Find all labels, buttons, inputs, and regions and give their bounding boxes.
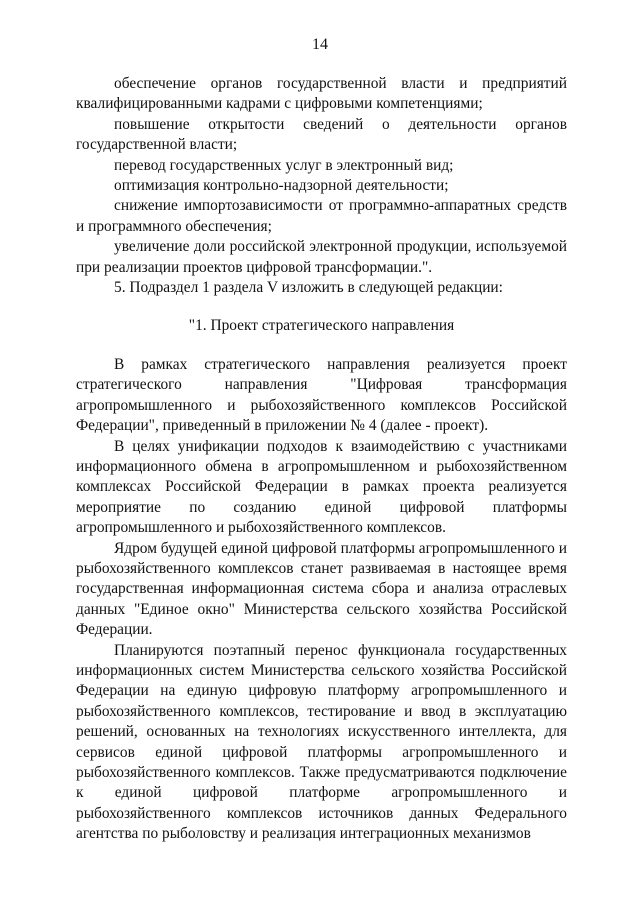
amendment-instruction: 5. Подраздел 1 раздела V изложить в следующей редакции: <box>114 279 503 297</box>
page-number: 14 <box>312 36 328 53</box>
list-item-e-services: перевод государственных услуг в электронный вид; <box>114 156 454 174</box>
section-paragraph: В рамках стратегического направления реализуется проект стратегического направления "Цифровая трансформация агропромышленного и рыбохозяйственного комплексов Российской Федерации", приведенный в приложении № 4 (далее - проект). <box>76 355 567 435</box>
document-body <box>76 74 567 845</box>
list-item-oversight: оптимизация контрольно-надзорной деятельности; <box>114 177 449 195</box>
section-paragraph: В целях унификации подходов к взаимодействию с участниками информационного обмена в агропромышленном и рыбохозяйственном комплексах Российской Федерации в рамках проекта реализуется мероприятие по созданию единой цифровой платформы агропромышленного и рыбохозяйственного комплексов. <box>76 437 567 537</box>
list-item-staff: обеспечение органов государственной власти и предприятий квалифицированными кадрами с цифровыми компетенциями; <box>76 75 567 113</box>
list-item-openness: повышение открытости сведений о деятельности органов государственной власти; <box>76 115 567 154</box>
section-paragraph: Планируются поэтапный перенос функционала государственных информационных систем Министерства сельского хозяйства Российской Федерации на единую цифровую платформу агропромышленного и рыбохозяйственного комплексов, тестирование и ввод в эксплуатацию решений, основанных на технологиях искусственного интеллекта, для сервисов единой цифровой платформы агропромышленного и рыбохозяйственного комплексов. Также предусматриваются подключение к единой цифровой платформе агропромышленного и рыбохозяйственного комплексов источников данных Федерального агентства по рыболовству и реализация интеграционных механизмов <box>76 641 567 843</box>
section-heading: "1. Проект стратегического направления <box>188 317 455 335</box>
section-paragraph: Ядром будущей единой цифровой платформы агропромышленного и рыбохозяйственного комплексов станет развиваемая в настоящее время государственная информационная система сбора и анализа отраслевых данных "Единое окно" Министерства сельского хозяйства Российской Федерации. <box>76 539 567 639</box>
list-item-import-substitution: снижение импортозависимости от программно-аппаратных средств и программного обеспечения; <box>76 197 567 235</box>
list-item-electronics-share: увеличение доли российской электронной продукции, используемой при реализации проектов цифровой трансформации.". <box>76 238 567 276</box>
